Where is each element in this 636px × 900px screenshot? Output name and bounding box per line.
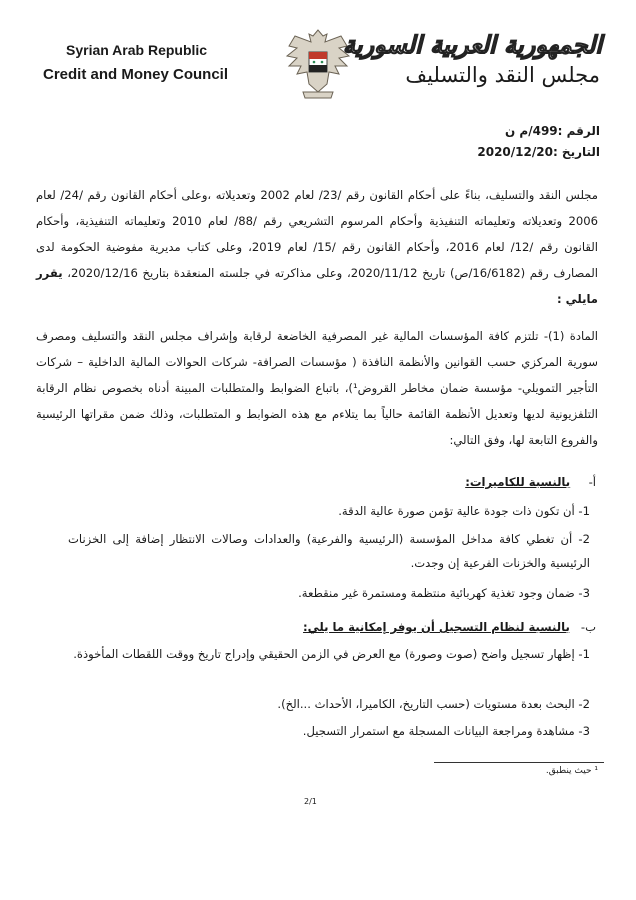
- section-b-heading: [303, 620, 596, 634]
- section-b-title: بالنسبة لنظام التسجيل أن يوفر إمكانية ما يلي:: [303, 620, 570, 634]
- section-a-letter: أ-: [588, 475, 596, 489]
- footnote-divider: [434, 762, 604, 763]
- decides-label: يقرر مايلي :: [36, 266, 598, 306]
- header-arabic-country: الجمهورية العربية السورية: [342, 30, 602, 59]
- article-1-paragraph: [36, 323, 598, 453]
- reference-number: الرقم :499/م ن: [505, 124, 600, 138]
- footnote-text: ¹ حيث ينطبق.: [545, 766, 598, 776]
- preamble-text: مجلس النقد والتسليف، بناءً على أحكام القانون رقم /23/ لعام 2002 وتعديلاته ،وعلى أحكام القانون رقم /24/ لعام 2006 وتعديلاته وتعليماته التنفيذية وأحكام المرسوم التشريعي رقم /88/ لعام 2010 وتعليماته التنفيذية، وأحكام القانون رقم /12/ لعام 2016، وأحكام القانون رقم /15/ لعام 2019، وعلى كتاب مديرية مفوضية الحكومة لدى المصارف رقم (16/6182/ص) تاريخ 2020/11/12، وعلى مذاكرته في جلسته المنعقدة بتاريخ 2020/12/16،: [36, 188, 599, 280]
- section-b-item: 2- البحث بعدة مستويات (حسب التاريخ، الكاميرا، الأحداث ...الخ).: [277, 697, 590, 711]
- section-a-item: 3- ضمان وجود تغذية كهربائية منتظمة ومستمرة غير منقطعة.: [298, 586, 590, 600]
- preamble-paragraph: [36, 182, 598, 312]
- article-1-text: تلتزم كافة المؤسسات المالية غير المصرفية الخاضعة لرقابة وإشراف مجلس النقد والتسليف ومصرف سورية المركزي حسب القوانين والأنظمة النافذة ( مؤسسات الصرافة- شركات الحوالات المالية الداخلية – شركات التأجير التمويلي- مؤسسة ضمان مخاطر القروض¹)، باتباع الضوابط والمتطلبات المبينة أدناه بخصوص نظام الرقابة التلفزيونية لديها وتعديل الأنظمة القائمة حالياً بما يتلاءم مع هذه الضوابط و المتطلبات، وذلك ضمن مقراتها الرئيسية والفروع التابعة لها، وفق التالي:: [36, 329, 598, 447]
- header-arabic-council: مجلس النقد والتسليف: [405, 63, 600, 87]
- header-english-country: Syrian Arab Republic: [66, 42, 208, 58]
- syrian-eagle-emblem-icon: [285, 26, 351, 102]
- section-a-item: 2- أن تغطي كافة مداخل المؤسسة (الرئيسية والفرعية) والعدادات وصالات الانتظار إضافة إلى الخزنات الرئيسية والخزنات الفرعية إن وجدت.: [68, 532, 590, 570]
- section-a-item: 1- أن تكون ذات جودة عالية تؤمن صورة عالية الدقة.: [338, 504, 590, 518]
- section-b-item: 3- مشاهدة ومراجعة البيانات المسجلة مع استمرار التسجيل.: [302, 724, 590, 738]
- page-number: 2/1: [304, 797, 317, 806]
- section-a-title: بالنسبة للكاميرات:: [465, 475, 571, 489]
- section-b-letter: ب-: [580, 620, 596, 634]
- article-1-label: المادة (1)-: [543, 329, 598, 343]
- reference-date: التاريخ :2020/12/20: [477, 145, 600, 159]
- section-b-item: 1- إظهار تسجيل واضح (صوت وصورة) مع العرض في الزمن الحقيقي وإدراج تاريخ ووقت اللقطات المأخوذة.: [73, 647, 590, 661]
- header-english-council: Credit and Money Council: [43, 66, 229, 83]
- section-a-heading: [465, 475, 596, 489]
